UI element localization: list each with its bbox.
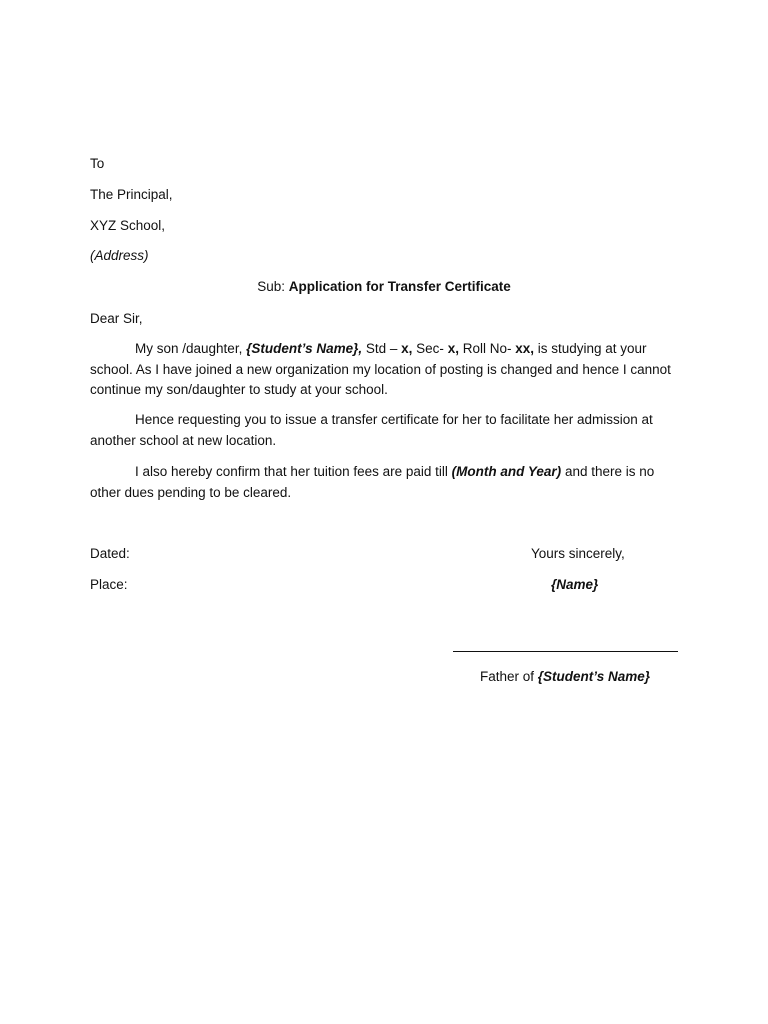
signature-student-name: {Student’s Name}: [537, 669, 651, 684]
p3-text-1: I also hereby confirm that her tuition fees are paid till: [135, 464, 452, 479]
p1-student-name: {Student’s Name},: [246, 341, 363, 356]
paragraph-2: Hence requesting you to issue a transfer certificate for her to facilitate her admission at another school at new location.: [90, 412, 653, 448]
name-placeholder: {Name}: [551, 577, 599, 592]
closing: Yours sincerely,: [531, 546, 625, 561]
p3-month-year: (Month and Year): [451, 464, 562, 479]
subject-line: [0, 279, 768, 295]
p1-text-1: My son /daughter,: [135, 341, 247, 356]
school-line: XYZ School,: [90, 218, 166, 233]
p1-text-4: Roll No-: [458, 341, 516, 356]
p1-std: x,: [401, 341, 413, 356]
p1-sec: x,: [447, 341, 459, 356]
subject-text: Application for Transfer Certificate: [288, 279, 511, 294]
dated-label: Dated:: [90, 546, 130, 561]
place-label: Place:: [90, 577, 128, 592]
to-line: To: [90, 156, 105, 171]
address-line: (Address): [90, 248, 149, 263]
p1-text-3: Sec-: [412, 341, 448, 356]
recipient-line: The Principal,: [90, 187, 173, 202]
p3-text-2: and there is no other dues pending to be cleared.: [90, 464, 655, 500]
signature-line: [453, 651, 678, 652]
paragraph-3: [90, 462, 680, 503]
signature-prefix: Father of: [480, 669, 538, 684]
p1-text-5: is studying at your school. As I have joined a new organization my location of posting is changed and hence I cannot continue my son/daughter to study at your school.: [90, 341, 671, 397]
signature-caption: [480, 669, 650, 685]
paragraph-1: [90, 339, 680, 401]
p1-roll: xx,: [515, 341, 534, 356]
p1-text-2: Std –: [362, 341, 402, 356]
subject-prefix: Sub:: [257, 279, 285, 294]
salutation: Dear Sir,: [90, 311, 143, 326]
